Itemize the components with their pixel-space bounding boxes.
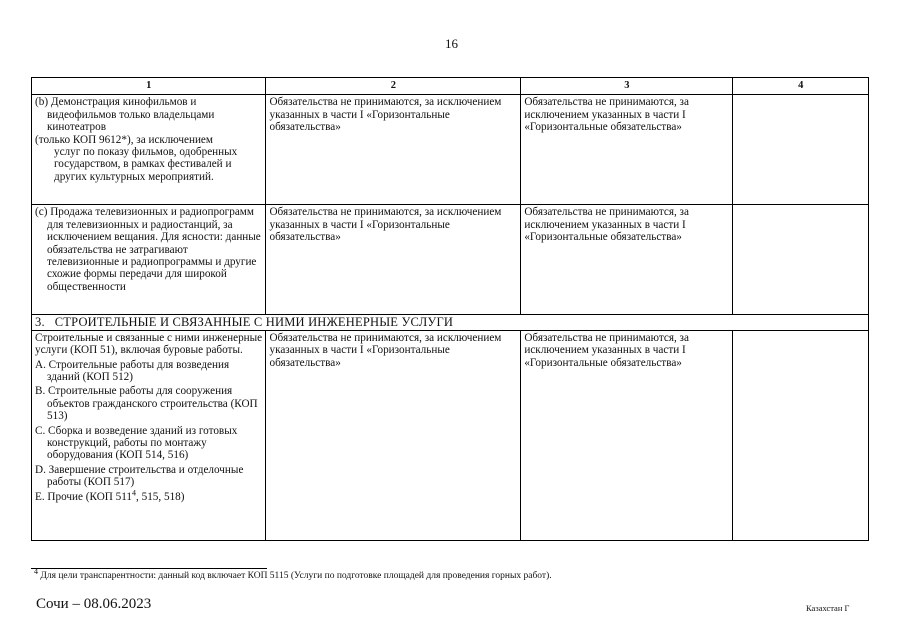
national-treatment-cell: Обязательства не принимаются, за исключением указанных в части I «Горизонтальные обязательства» — [521, 330, 733, 540]
sector-cell — [32, 95, 266, 205]
market-access-cell: Обязательства не принимаются, за исключением указанных в части I «Горизонтальные обязательства» — [266, 95, 521, 205]
additional-commitments-cell — [733, 330, 869, 540]
page-number: 16 — [445, 36, 458, 51]
column-header: 2 — [266, 78, 521, 95]
column-header: 3 — [521, 78, 733, 95]
column-header: 1 — [32, 78, 266, 95]
footnote-text: Для цели транспарентности: данный код включает КОП 5115 (Услуги по подготовке площадей для проведения горных работ). — [38, 571, 552, 581]
table-row — [32, 95, 869, 205]
sector-item-b — [35, 96, 262, 133]
sector-list-item: D. Завершение строительства и отделочные работы (КОП 517) — [35, 463, 244, 489]
section-heading-row — [32, 315, 869, 330]
section-heading — [32, 315, 869, 330]
table-row — [32, 330, 869, 540]
section-title: СТРОИТЕЛЬНЫЕ И СВЯЗАННЫЕ С НИМИ ИНЖЕНЕРНЫЕ УСЛУГИ — [54, 315, 454, 330]
national-treatment-cell: Обязательства не принимаются, за исключением указанных в части I «Горизонтальные обязательства» — [521, 205, 733, 315]
additional-commitments-cell — [733, 205, 869, 315]
item-text-start: E. Прочие (КОП 511 — [35, 490, 133, 503]
footnote-divider — [31, 568, 267, 569]
column-header: 4 — [733, 78, 869, 95]
section-number: 3. — [35, 315, 45, 330]
item-label: (c) — [35, 206, 48, 219]
item-text: Демонстрация кинофильмов и видеофильмов только владельцами кинотеатров — [47, 96, 215, 134]
sector-list-item: B. Строительные работы для сооружения объектов гражданского строительства (КОП 513) — [35, 385, 258, 423]
footnote — [34, 566, 552, 581]
additional-commitments-cell — [733, 95, 869, 205]
sector-list-item: A. Строительные работы для возведения зданий (КОП 512) — [35, 358, 230, 384]
sector-intro: Строительные и связанные с ними инженерные услуги (КОП 51), включая буровые работы. — [35, 331, 263, 357]
sector-item-b-continuation: (только КОП 9612*), за исключением — [35, 133, 213, 146]
footnote-marker: 4 — [34, 566, 38, 576]
footnote-reference: 4 — [132, 487, 137, 497]
sector-cell — [32, 330, 266, 540]
sector-item-c — [35, 206, 262, 293]
sector-list-item — [35, 487, 262, 503]
item-label: (b) — [35, 96, 49, 109]
commitments-table — [31, 77, 869, 541]
sector-cell — [32, 205, 266, 315]
sector-list-item: C. Сборка и возведение зданий из готовых конструкций, работы по монтажу оборудования (КОП 514, 516) — [35, 424, 238, 462]
item-text: Продажа телевизионных и радиопрограмм для телевизионных и радиостанций, за исключением вещания. Для ясности: данные обязательства не затрагивают телевизионные и радиопрограммы и другие схожие формы передачи для широкой общественности — [47, 206, 261, 293]
footer-date: Сочи – 08.06.2023 — [36, 596, 152, 612]
footer-country: Казахстан Г — [806, 603, 850, 613]
market-access-cell: Обязательства не принимаются, за исключением указанных в части I «Горизонтальные обязательства» — [266, 330, 521, 540]
table-header-row — [32, 78, 869, 95]
national-treatment-cell: Обязательства не принимаются, за исключением указанных в части I «Горизонтальные обязательства» — [521, 95, 733, 205]
market-access-cell: Обязательства не принимаются, за исключением указанных в части I «Горизонтальные обязательства» — [266, 205, 521, 315]
sector-item-b-rest: услуг по показу фильмов, одобренных государством, в рамках фестивалей и других культурных мероприятий. — [54, 146, 238, 183]
table-row — [32, 205, 869, 315]
item-text-end: , 515, 518) — [136, 490, 185, 503]
